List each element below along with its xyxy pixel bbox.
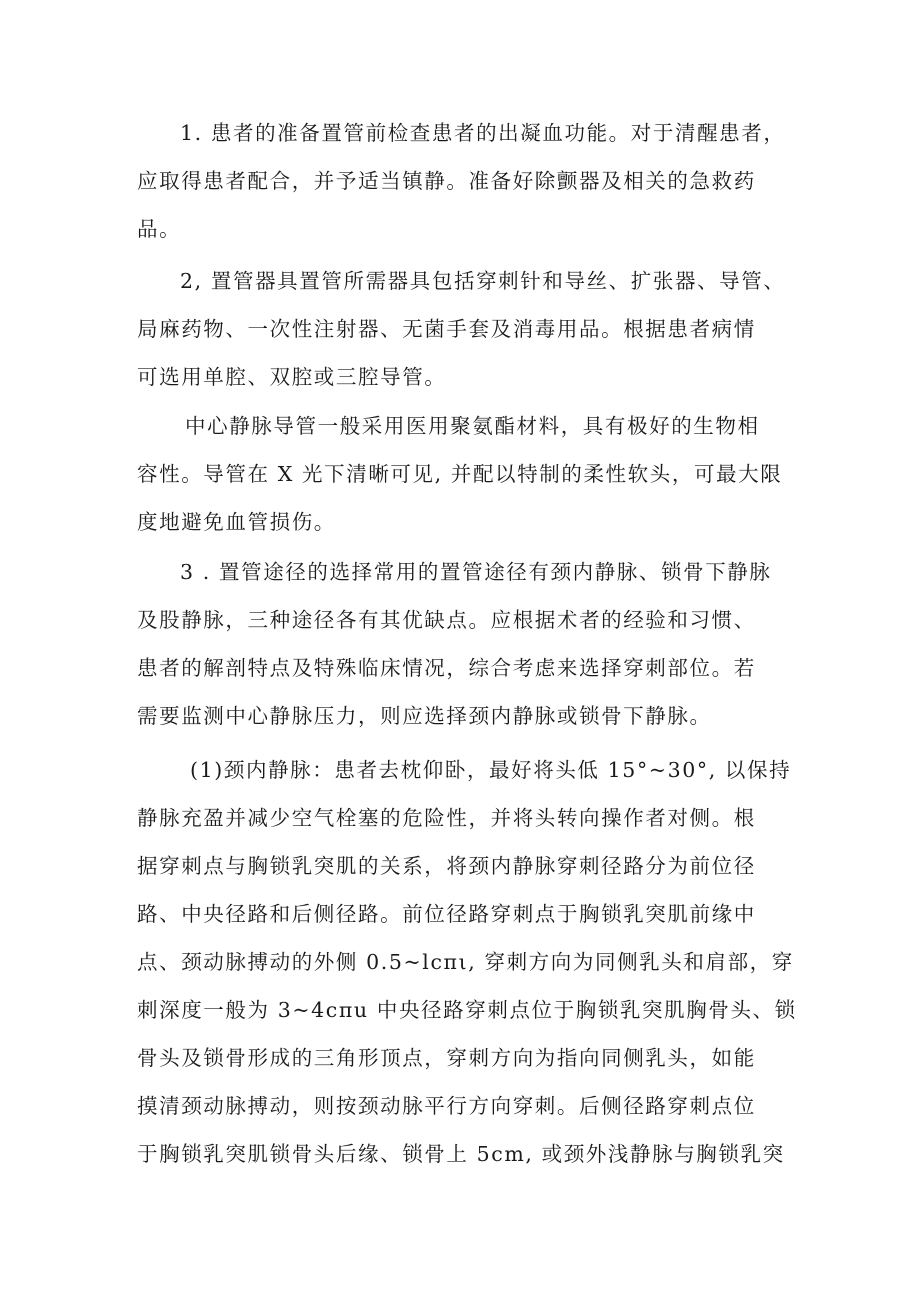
- text-line: 骨头及锁骨形成的三角形顶点，穿刺方向为指向同侧乳头，如能: [137, 1046, 756, 1070]
- text-line: 容性。导管在 X 光下清晰可见, 并配以特制的柔性软头，可最大限: [137, 462, 783, 486]
- text-line: (1)颈内静脉：患者去枕仰卧，最好将头低 15°~30°, 以保持: [190, 758, 792, 782]
- text-line: 摸清颈动脉搏动，则按颈动脉平行方向穿刺。后侧径路穿刺点位: [137, 1094, 756, 1118]
- text-line: 2, 置管器具置管所需器具包括穿刺针和导丝、扩张器、导管、: [180, 269, 786, 293]
- text-line: 1. 患者的准备置管前检查患者的出凝血功能。对于清醒患者，: [180, 121, 786, 145]
- text-line: 品。: [137, 217, 182, 241]
- text-line: 患者的解剖特点及特殊临床情况，综合考虑来选择穿刺部位。若: [137, 656, 756, 680]
- text-line: 需要监测中心静脉压力，则应选择颈内静脉或锁骨下静脉。: [137, 704, 712, 728]
- text-line: 刺深度一般为 3~4cπu 中央径路穿刺点位于胸锁乳突肌胸骨头、锁: [137, 998, 797, 1022]
- text-line: 应取得患者配合，并予适当镇静。准备好除颤器及相关的急救药: [137, 169, 756, 193]
- text-line: 静脉充盈并减少空气栓塞的危险性，并将头转向操作者对侧。根: [137, 806, 756, 830]
- text-line: 度地避免血管损伤。: [137, 510, 336, 534]
- text-line: 局麻药物、一次性注射器、无菌手套及消毒用品。根据患者病情: [137, 317, 756, 341]
- text-line: 点、颈动脉搏动的外侧 0.5~lcπι, 穿刺方向为同侧乳头和肩部，穿: [137, 950, 794, 974]
- text-line: 据穿刺点与胸锁乳突肌的关系，将颈内静脉穿刺径路分为前位径: [137, 854, 756, 878]
- text-line: 3 . 置管途径的选择常用的置管途径有颈内静脉、锁骨下静脉: [180, 560, 772, 584]
- text-line: 中心静脉导管一般采用医用聚氨酯材料，具有极好的生物相: [185, 414, 760, 438]
- text-line: 路、中央径路和后侧径路。前位径路穿刺点于胸锁乳突肌前缘中: [137, 902, 756, 926]
- text-line: 可选用单腔、双腔或三腔导管。: [137, 365, 447, 389]
- text-line: 于胸锁乳突肌锁骨头后缘、锁骨上 5cm, 或颈外浅静脉与胸锁乳突: [137, 1142, 785, 1166]
- text-line: 及股静脉，三种途径各有其优缺点。应根据术者的经验和习惯、: [137, 608, 756, 632]
